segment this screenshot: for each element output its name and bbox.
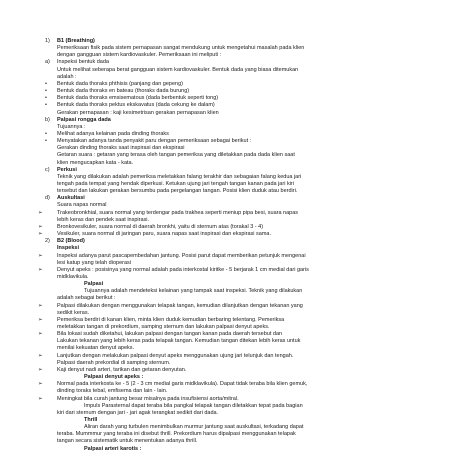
- list-marker: a): [45, 59, 50, 66]
- list-marker: b): [45, 116, 50, 123]
- text-line: Inspeksi bentuk dada: [57, 59, 109, 66]
- text-line: Bentuk dada thoraks phthisis (panjang dan gepeng): [57, 80, 183, 87]
- text-line: Suara napas normal: [57, 202, 107, 209]
- list-marker: 1): [45, 38, 50, 44]
- section-heading: B2 (Blood): [57, 238, 85, 245]
- text-line: Untuk melihat seberapa berat gangguan sistem kardiovaskuler. Bentuk dada yang biasa ditemukan: [57, 66, 299, 73]
- list-marker: ➢: [38, 395, 43, 402]
- text-line: tersebut dan lakukan gerakan bersumbu pada pergelangan tangan. Posisi klien duduk atau berdiri.: [57, 188, 298, 195]
- text-line: Melihat adanya kelainan pada dinding thoraks: [57, 130, 169, 137]
- text-line: Normal pada interkosta ke - 5 (2 - 3 cm medial garis midklavikula). Dapat tidak teraba bila klien gemuk,: [57, 381, 308, 388]
- text-line: Pemeriksaan fisik pada sistem pernapasan sangat mendukung untuk mengetahui masalah pada klien: [57, 45, 305, 52]
- text-line: lesi katup yang telah dioperasi: [57, 259, 131, 266]
- text-line: Lanjutkan dengan melakukan palpasi denyut apeks menggunakan ujung jari telunjuk dan tengah.: [57, 352, 294, 359]
- list-marker: 2): [45, 238, 50, 245]
- text-line: teraba. Mummmur yang teraba ini disebut thrill. Prekordium harus dipalpasi menggunakan telapak: [57, 431, 296, 438]
- list-marker: ➢: [38, 316, 43, 323]
- list-marker: ➢: [38, 366, 43, 373]
- section-heading: Palpasi: [84, 281, 104, 288]
- text-line: Trakeobronkhial, suara normal yang terdengar pada trakhea seperti meniup pipa besi, suara napas: [57, 209, 299, 216]
- text-line: Bila lokasi sudah diketahui, lakukan palpasi dengan tangan kanan pada daerah tersebut dan: [57, 331, 283, 338]
- text-line: Bentuk dada thoraks en bateau (thoraks dada burung): [57, 88, 190, 95]
- text-line: Vesikuler, suara normal di jaringan paru, suara napas saat inspirasi dan ekspirasi sama.: [57, 231, 272, 238]
- text-line: meletakkan tangan di prekordium, samping sternum dan lakukan palpasi denyut apeks.: [57, 324, 270, 330]
- text-line: tangan secara sistematik untuk menentukan adanya thrill.: [57, 438, 198, 445]
- text-line: Getaran suara : getaran yang terasa oleh tangan pemeriksa yang diletakkan pada dada klien saat: [57, 152, 295, 159]
- list-marker: •: [45, 95, 47, 102]
- text-line: Tujuannya :: [57, 123, 86, 130]
- text-line: Gerakan pernapasan : kaji kesimetrisan gerakan pernapasan klien: [57, 109, 219, 116]
- text-line: klien mengucapkan kata - kata.: [57, 159, 134, 166]
- list-marker: •: [45, 138, 47, 145]
- text-line: Lakukan tekanan yang lebih keras pada telapak tangan. Kemudian tangan ditekan lebih keras untuk: [57, 338, 301, 345]
- list-marker: •: [45, 88, 47, 95]
- list-marker: •: [45, 102, 47, 109]
- text-line: Palpasi daerah prekordial di samping sternum.: [57, 359, 171, 366]
- section-heading: Palpasi denyut apeks :: [84, 374, 144, 381]
- list-marker: ➢: [38, 252, 43, 259]
- text-line: menilai kekuatan denyut apeks.: [57, 345, 135, 352]
- text-line: Bentuk dada thoraks emsisematous (dada berbentuk seperti tong): [57, 95, 219, 102]
- section-heading: Perkusi: [57, 166, 77, 173]
- text-line: Palpasi dilakukan dengan menggunakan telapak tangan, kemudian dilanjutkan dengan tekanan yang: [57, 302, 303, 309]
- list-marker: ➢: [38, 266, 43, 273]
- list-marker: •: [45, 130, 47, 137]
- text-line: Denyut apeks : posisinya yang normal adalah pada interkostal kiritke - 5 berjarak 1 cm medial dari garis: [57, 266, 309, 273]
- text-line: Teknik yang dilakukan adalah pemeriksa meletakkan falang terakhir dan sebagaian falang kedua jari: [57, 173, 302, 180]
- list-marker: ➢: [38, 209, 43, 216]
- section-heading: Thrill: [84, 416, 98, 423]
- text-line: kiri dari sternum dengan jari - jari agak terangkat sedikit dari dada.: [57, 409, 219, 416]
- text-line: tengah pada tempat yang hendak diperkusi. Ketukan ujung jari tengah tangan kanan pada jari kiri: [57, 181, 294, 187]
- list-marker: •: [45, 80, 47, 87]
- text-line: Pemeriksa berdiri di kanan klien, minta klien duduk kemudian berbaring telentang. Pemeriksa: [57, 316, 285, 323]
- text-line: midklavikula.: [57, 273, 89, 280]
- text-line: adalah sebagai berikut :: [57, 295, 116, 302]
- text-line: dinding toraks tebal, emfisema dan lain - lain.: [57, 388, 168, 395]
- list-marker: ➢: [38, 223, 43, 230]
- text-line: lebih keras dan pendek saat inspirasi.: [57, 216, 150, 223]
- section-heading: Auskultasi: [57, 195, 85, 202]
- list-marker: ➢: [38, 231, 43, 238]
- text-line: Menyatakan adanya tanda penyakit paru dengan pemeriksaan sebagai berikut :: [57, 138, 252, 145]
- section-heading: Palpasi arteri karotis :: [84, 445, 142, 452]
- text-line: Bronkovesikuler, suara normal di daerah bronkhi, yaitu di sternum atas (torakal 3 - 4): [57, 223, 264, 230]
- text-line: Gerakan dinding thoraks saat inspirasi dan ekspirasi: [57, 145, 185, 152]
- text-line: Aliran darah yang turbulen menimbulkan murmur jantung saat auskultasi, terkadang dapat: [84, 424, 304, 431]
- list-marker: d): [45, 195, 50, 202]
- text-line: Bentuk dada thoraks pektus ekskavatus (dada cekung ke dalam): [57, 102, 215, 109]
- text-line: Tujuannya adalah mendeteksi kelainan yang tampak saat inspeksi. Teknik yang dilakukan: [84, 288, 303, 295]
- text-line: Kaji denyut nadi arteri, tarikan dan getaran denyutan.: [57, 366, 187, 373]
- list-marker: ➢: [38, 331, 43, 338]
- section-heading: Inspeksi: [57, 245, 80, 252]
- text-line: Inspeksi adanya parut pascapembedahan jantung. Posisi parut dapat memberikan petunjuk mengenai: [57, 252, 306, 259]
- text-line: sedikit keras.: [57, 309, 90, 316]
- list-marker: ➢: [38, 381, 43, 388]
- section-heading: Palpasi rongga dada: [57, 116, 111, 123]
- text-line: Impuls Parasternal dapat teraba bila pangkal telapak tangan diletakkan tepat pada bagian: [84, 402, 303, 409]
- section-heading: B1 (Breathing): [57, 38, 95, 44]
- text-line: Meningkat bila curah jantung besar misalnya pada insufisiensi aorta/mitral.: [57, 395, 239, 402]
- list-marker: ➢: [38, 352, 43, 359]
- text-line: adalah :: [57, 73, 77, 80]
- text-line: dengan gangguan sistem kardiovaskuler. Pemeriksaan ini meliputi :: [57, 52, 222, 59]
- list-marker: c): [45, 166, 50, 173]
- list-marker: ➢: [38, 302, 43, 309]
